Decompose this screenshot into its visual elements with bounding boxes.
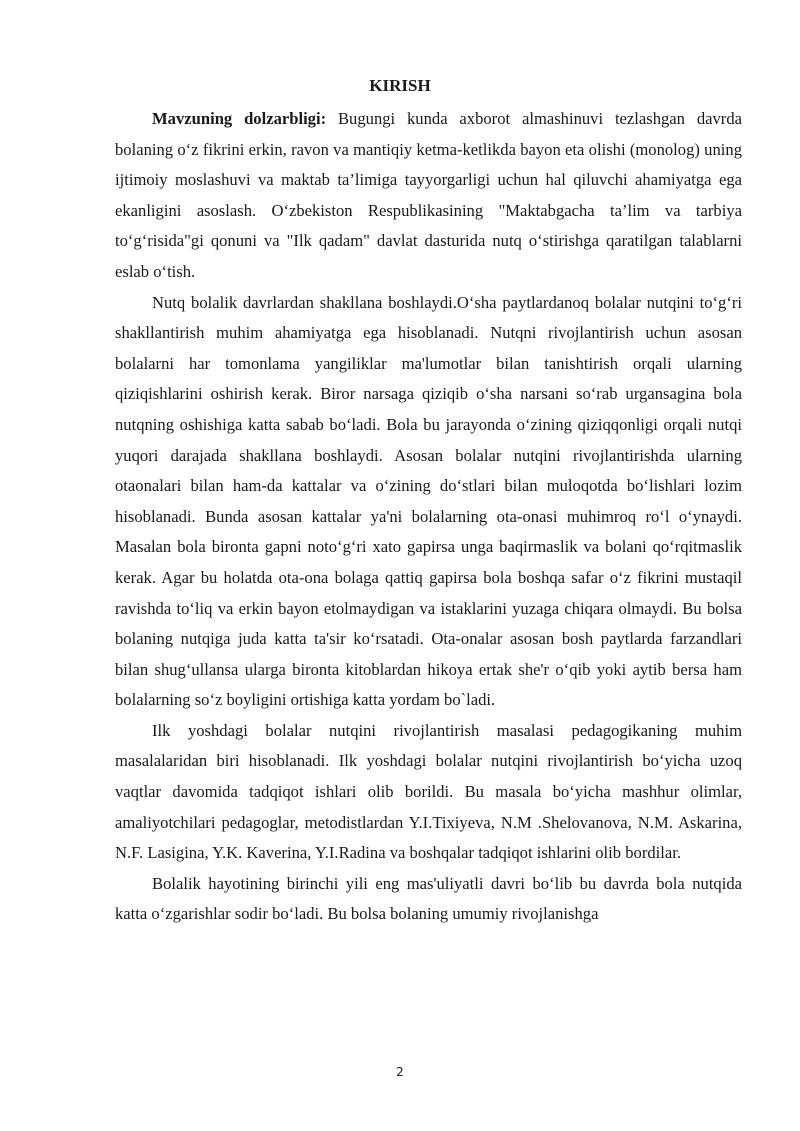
- paragraph-research: Ilk yoshdagi bolalar nutqini rivojlantirish masalasi pedagogikaning muhim masalalaridan biri hisoblanadi. Ilk yoshdagi bolalar nutqini rivojlantirish bo‘yicha uzoq vaqtlar davomida tadqiqot ishlari olib borildi. Bu masala bo‘yicha mashhur olimlar, amaliyotchilari pedagoglar, metodistlardan Y.I.Tixiyeva, N.M .Shelovanova, N.M. Askarina, N.F. Lasigina, Y.K. Kaverina, Y.I.Radina va boshqalar tadqiqot ishlarini olib bordilar.: [115, 720, 742, 863]
- document-body: [115, 104, 742, 930]
- paragraph-lead: Mavzuning dolzarbligi:: [152, 109, 327, 128]
- page-title: KIRISH: [369, 76, 431, 95]
- paragraph-text: Bugungi kunda axborot almashinuvi tezlashgan davrda bolaning o‘z fikrini erkin, ravon va mantiqiy ketma-ketlikda bayon eta olishi (monolog) uning ijtimoiy moslashuvi va maktab ta’limiga tayyorgarligi uchun hal qiluvchi ahamiyatga ega ekanligini asoslash. O‘zbekiston Respublikasining "Maktabgacha ta’lim va tarbiya to‘g‘risida"gi qonuni va "Ilk qadam" davlat dasturida nutq o‘stirishga qaratilgan talablarni eslab o‘tish.: [115, 109, 742, 281]
- paragraph-speech-formation: Nutq bolalik davrlardan shakllana boshlaydi.O‘sha paytlardanoq bolalar nutqini to‘g‘ri shakllantirish muhim ahamiyatga ega hisoblanadi. Nutqni rivojlantirish uchun asosan bolalarni har tomonlama yangiliklar ma'lumotlar bilan tanishtirish orqali ularning qiziqishlarini oshirish kerak. Biror narsaga qiziqib o‘sha narsani so‘rab urgansagina bola nutqning oshishiga katta sabab bo‘ladi. Bola bu jarayonda o‘zining qiziqqonligi orqali nutqi yuqori darajada shakllana boshlaydi. Asosan bolalar nutqini rivojlantirishda ularning otaonalari bilan ham-da kattalar va o‘zining do‘stlari bilan muloqotda bo‘lishlari lozim hisoblanadi. Bunda asosan kattalar ya'ni bolalarning ota-onasi muhimroq ro‘l o‘ynaydi. Masalan bola bironta gapni noto‘g‘ri xato gapirsa unga baqirmaslik va bolani qo‘rqitmaslik kerak. Agar bu holatda ota-ona bolaga qattiq gapirsa bola boshqa safar o‘z fikrini mustaqil ravishda to‘liq va erkin bayon etolmaydigan va istaklarini yuzaga chiqara olmaydi. Bu bolsa bolaning nutqiga juda katta ta'sir ko‘rsatadi. Ota-onalar asosan bosh paytlarda farzandlari bilan shug‘ullansa ularga bironta kitoblardan hikoya ertak she'r o‘qib yoki aytib bersa ham bolalarning so‘z boyligini ortishiga katta yordam bo`ladi.: [115, 292, 742, 710]
- page-number: 2: [396, 1065, 404, 1079]
- paragraph-relevance: [115, 104, 742, 288]
- paragraph-first-year: Bolalik hayotining birinchi yili eng mas'uliyatli davri bo‘lib bu davrda bola nutqida katta o‘zgarishlar sodir bo‘ladi. Bu bolsa bolaning umumiy rivojlanishga: [115, 873, 742, 924]
